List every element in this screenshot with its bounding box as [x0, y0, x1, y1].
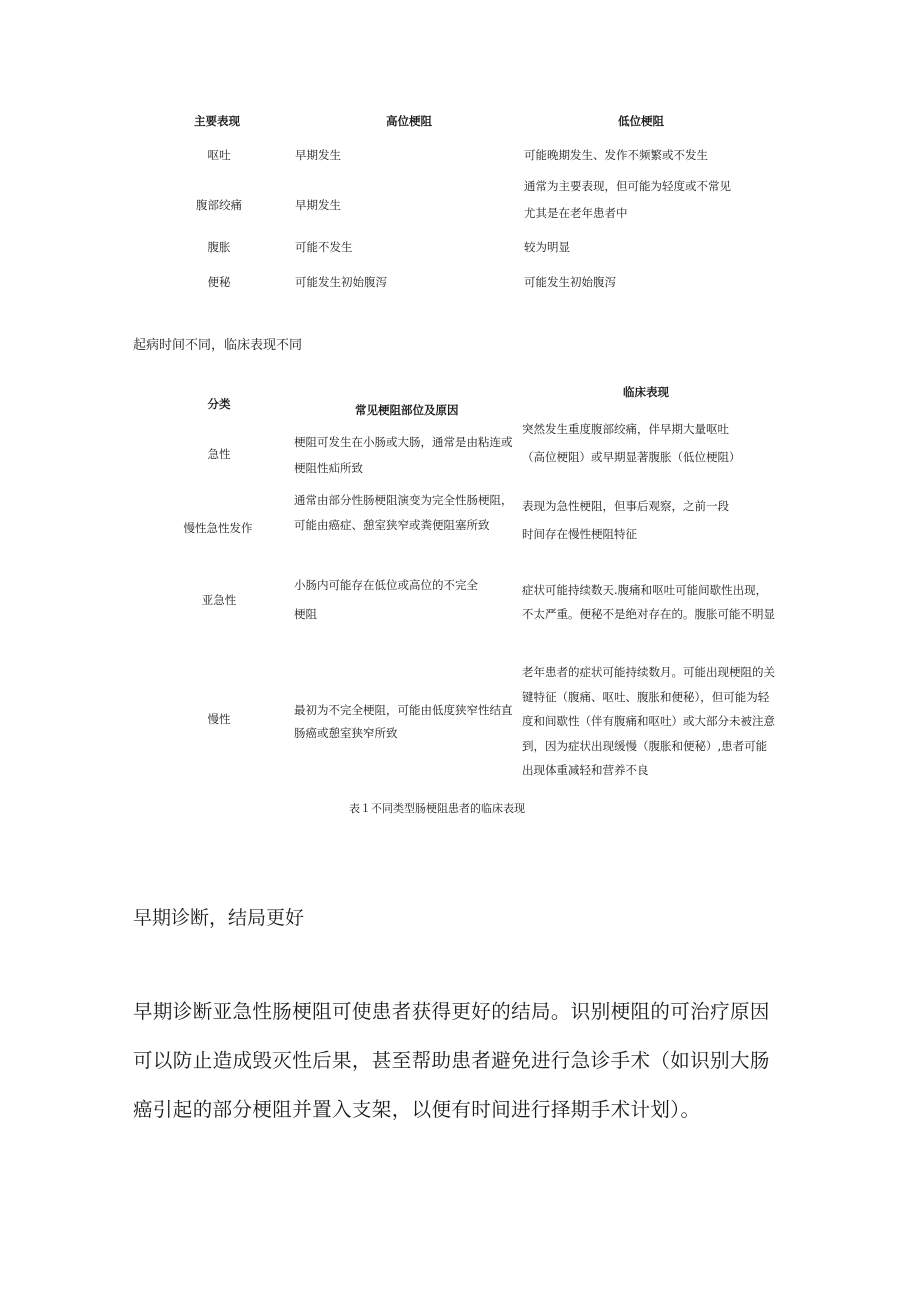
table2-cell-clinical: 到，因为症状出现缓慢（腹胀和便秘）,患者可能 — [522, 739, 768, 753]
table1-cell-low: 较为明显 — [524, 240, 570, 254]
table2-cell-cause: 肠癌或憩室狭窄所致 — [294, 726, 398, 740]
table1-cell-low: 可能发生初始腹泻 — [524, 275, 616, 289]
table2-cell-category: 急性 — [207, 447, 231, 461]
table1-header-symptom: 主要表现 — [194, 114, 240, 128]
table2-cell-cause: 可能由癌症、憩室狭窄或粪便阻塞所致 — [294, 518, 490, 532]
paragraph-line: 早期诊断亚急性肠梗阻可使患者获得更好的结局。识别梗阻的可治疗原因 — [133, 1000, 770, 1023]
table-caption: 表１不同类型肠梗阻患者的临床表现 — [349, 802, 525, 815]
table2-cell-category: 亚急性 — [201, 593, 237, 607]
table1-cell-symptom: 腹部绞痛 — [196, 198, 242, 212]
table1-cell-low: 通常为主要表现，但可能为轻度或不常见 — [524, 179, 731, 193]
table1-cell-high: 早期发生 — [295, 148, 341, 162]
table2-cell-clinical: 症状可能持续数天.腹痛和呕吐可能间歇性出现， — [522, 583, 768, 597]
paragraph-line: 癌引起的部分梗阻并置入支架，以便有时间进行择期手术计划）。 — [133, 1098, 701, 1121]
paragraph-line: 可以防止造成毁灭性后果，甚至帮助患者避免进行急诊手术（如识别大肠 — [133, 1049, 770, 1072]
table1-cell-symptom: 腹胀 — [207, 240, 231, 254]
table1-cell-high: 可能发生初始腹泻 — [295, 275, 387, 289]
table2-cell-cause: 通常由部分性肠梗阻演变为完全性肠梗阻， — [294, 493, 513, 507]
table2-cell-cause: 最初为不完全梗阻，可能由低度狭窄性结直 — [294, 703, 513, 717]
table2-cell-clinical: 老年患者的症状可能持续数月。可能出现梗阻的关 — [522, 665, 775, 679]
table2-cell-cause: 小肠内可能存在低位或高位的不完全 — [294, 578, 478, 592]
table2-cell-clinical: 不太严重。便秘不是绝对存在的。腹胀可能不明显 — [522, 607, 775, 621]
table2-cell-category: 慢性 — [207, 712, 231, 726]
table1-cell-low: 尤其是在老年患者中 — [524, 206, 628, 220]
table1-header-low: 低位梗阻 — [618, 114, 664, 128]
table2-header-clinical: 临床表现 — [623, 385, 669, 399]
table2-cell-cause: 梗阻 — [294, 607, 317, 621]
table1-cell-symptom: 便秘 — [207, 275, 231, 289]
table2-cell-cause: 梗阻性疝所致 — [294, 461, 363, 475]
table1-cell-symptom: 呕吐 — [207, 148, 231, 162]
section-lead-text: 起病时间不同，临床表现不同 — [133, 338, 303, 353]
table2-cell-clinical: 突然发生重度腹部绞痛，伴早期大量呕吐 — [522, 422, 729, 436]
table2-cell-category: 慢性急性发作 — [183, 521, 253, 535]
section-heading: 早期诊断，结局更好 — [133, 907, 305, 929]
table2-cell-clinical: 时间存在慢性梗阻特征 — [522, 527, 637, 541]
table2-header-category: 分类 — [207, 397, 231, 411]
table2-cell-clinical: 度和间歇性（伴有腹痛和呕吐）或大部分未被注意 — [522, 714, 775, 728]
table2-cell-cause: 梗阻可发生在小肠或大肠，通常是由粘连或 — [294, 435, 513, 449]
table1-cell-high: 早期发生 — [295, 198, 341, 212]
table1-cell-high: 可能不发生 — [295, 240, 353, 254]
table1-cell-low: 可能晚期发生、发作不频繁或不发生 — [524, 148, 708, 162]
table2-header-cause: 常见梗阻部位及原因 — [355, 403, 459, 417]
table2-cell-clinical: 键特征（腹痛、呕吐、腹胀和便秘），但可能为轻 — [522, 690, 770, 704]
table2-cell-clinical: （高位梗阻）或早期显著腹胀（低位梗阻） — [522, 450, 741, 464]
table2-cell-clinical: 表现为急性梗阻，但事后观察，之前一段 — [522, 499, 729, 513]
table1-header-high: 高位梗阻 — [386, 114, 432, 128]
table2-cell-clinical: 出现体重减轻和营养不良 — [522, 763, 649, 777]
